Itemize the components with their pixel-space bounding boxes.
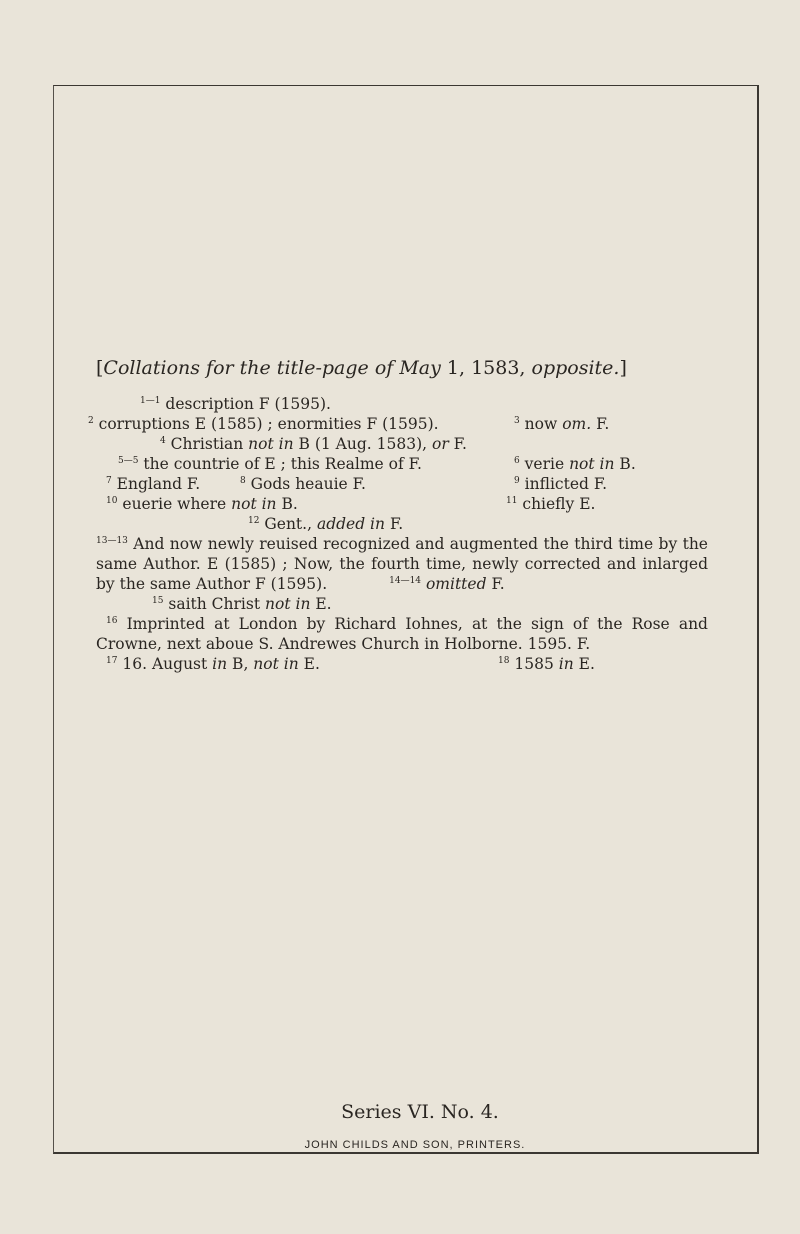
series-number: Series VI. No. 4.	[341, 1101, 499, 1123]
note-13-14: $^{13—13}$ And now newly reuised recognized and augmented the third time by the same Author. E (1585) ; Now, the fourth time, newly corrected and inlarged by the same Author F (1595). $^{14—14}$ omitted F.	[96, 535, 708, 593]
printer-imprint: JOHN CHILDS AND SON, PRINTERS.	[304, 1139, 526, 1151]
note-17-18: $^{17}$ 16. August in B, not in E. $^{18}$ 1585 in E.	[106, 655, 595, 673]
note-4: $^4$ Christian not in B (1 Aug. 1583), or F.	[160, 435, 467, 453]
note-12: $^{12}$ Gent., added in F.	[248, 515, 404, 533]
note-15: $^{15}$ saith Christ not in E.	[152, 595, 332, 613]
collation-notes	[88, 394, 708, 674]
note-10-11: $^{10}$ euerie where not in B. $^{11}$ chiefly E.	[106, 495, 596, 513]
note-7-8-9: $^7$ England F. $^8$ Gods heauie F. $^9$ inflicted F.	[106, 475, 608, 493]
note-5-6: $^{5—5}$ the countrie of E ; this Realme of F. $^6$ verie not in B.	[118, 455, 636, 473]
collation-heading: [Collations for the title-page of May 1, 1583, opposite.]	[96, 357, 627, 379]
note-2-3: $^2$ corruptions E (1585) ; enormities F (1595). $^3$ now om. F.	[88, 415, 610, 433]
note-16: $^{16}$ Imprinted at London by Richard Iohnes, at the sign of the Rose and Crowne, next aboue S. Andrewes Church in Holborne. 1595. F.	[96, 615, 708, 653]
note-1: $^{1—1}$ description F (1595).	[140, 395, 331, 413]
